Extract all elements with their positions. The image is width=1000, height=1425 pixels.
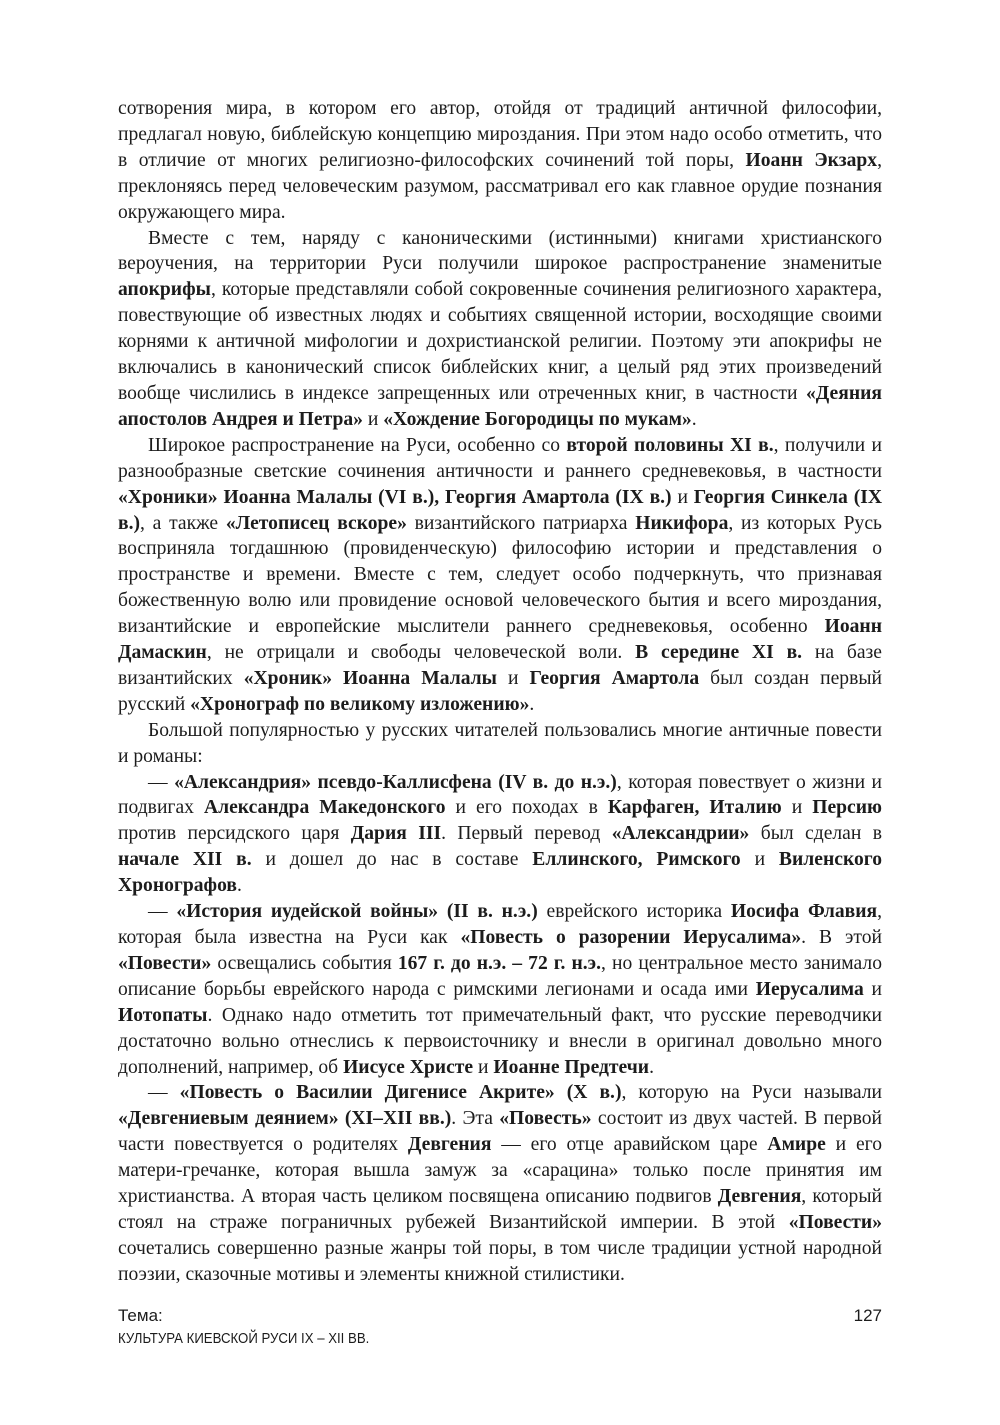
text-run: . bbox=[236, 875, 242, 897]
paragraph bbox=[118, 1080, 882, 1287]
bold-term: Амире bbox=[767, 1134, 826, 1156]
text-run: и bbox=[362, 408, 384, 430]
bold-term: начале XII в. bbox=[118, 849, 252, 871]
text-run: и bbox=[671, 486, 694, 508]
text-run: сотворения мира, в котором его автор, отойдя от традиций античной философии, предлагал новую, библейскую концепцию мироздания. При этом надо особо отметить, что в отличие от многих религиозно-философских сочинений той поры, bbox=[118, 98, 882, 171]
bold-term: «Повесть о разорении Иерусалима» bbox=[460, 927, 802, 948]
paragraph bbox=[118, 96, 882, 226]
text-run: — bbox=[148, 771, 175, 793]
text-run: и bbox=[863, 978, 882, 1000]
text-run: . bbox=[691, 408, 697, 430]
text-run: Вместе с тем, наряду с каноническими (истинными) книгами христианского вероучения, на территории Руси получили широкое распространение знаменитые bbox=[118, 227, 882, 275]
text-run: . Первый перевод bbox=[441, 823, 612, 845]
text-run: . bbox=[529, 693, 535, 715]
text-run: , но центральное место занимало описание борьбы еврейского народа с римскими легионами и осада ими bbox=[118, 952, 882, 1000]
text-run: . bbox=[649, 1056, 654, 1078]
bold-term: Еллинского, Римского bbox=[532, 849, 741, 871]
bold-term: Дария III bbox=[350, 823, 442, 845]
text-run: Широкое распространение на Руси, особенно со bbox=[148, 434, 567, 456]
text-run: , получили и разнообразные светские сочинения античности и раннего средневековья, в частности bbox=[118, 434, 882, 482]
text-run: еврейского историка bbox=[537, 901, 731, 923]
bold-term: «Хождение Богородицы по мукам» bbox=[383, 408, 692, 430]
bold-term: «Повести» bbox=[788, 1211, 882, 1233]
text-run: — его отце аравийском царе bbox=[491, 1134, 768, 1156]
body-text bbox=[118, 96, 882, 1288]
text-run: был сделан в bbox=[749, 823, 882, 845]
page-number: 127 bbox=[853, 1306, 882, 1325]
bold-term: «Повесть о Василии Дигенисе Акрите» (X в.) bbox=[179, 1082, 622, 1104]
bold-term: Девгения bbox=[407, 1134, 492, 1156]
bold-term: 167 г. до н.э. – 72 г. н.э. bbox=[397, 952, 602, 974]
bold-term: «Повесть» bbox=[499, 1108, 592, 1130]
bold-term: Иоанн Дамаскин bbox=[118, 616, 882, 664]
text-run: и его матери-гречанке, которая вышла замуж за «сарацина» только после принятия им христианства. А вторая часть целиком посвящена описанию подвигов bbox=[118, 1134, 882, 1208]
text-run: византийского патриарха bbox=[406, 512, 636, 534]
text-run: , преклоняясь перед человеческим разумом, рассматривал его как главное орудие познания окружающего мира. bbox=[118, 149, 882, 223]
text-run: , которая была известна на Руси как bbox=[118, 901, 882, 948]
bold-term: Персию bbox=[812, 797, 882, 819]
bold-term: Карфаген, Италию bbox=[607, 797, 782, 819]
bold-term: «История иудейской войны» (II в. н.э.) bbox=[176, 901, 538, 923]
text-run: , из которых Русь восприняла тогдашнюю (провиденческую) философию истории и представления о пространстве и времени. Вместе с тем, следует особо подчеркнуть, что признавая божественную волю или провидение основой человеческого бытия и всего мироздания, византийские и европейские мыслители раннего средневековья, особенно bbox=[118, 512, 882, 638]
text-run: освещались события bbox=[211, 952, 398, 974]
bold-term: «Летописец вскоре» bbox=[225, 512, 407, 534]
text-run: и дошел до нас в составе bbox=[251, 849, 533, 871]
bold-term: Девгения bbox=[717, 1186, 802, 1208]
bold-term: апокрифы bbox=[118, 279, 211, 301]
text-run: был создан первый русский bbox=[118, 667, 882, 715]
bold-term: «Хроник» Иоанна Малалы bbox=[243, 667, 497, 689]
bold-term: Иоанн Экзарх bbox=[745, 149, 878, 171]
bold-term: второй половины XI в. bbox=[566, 434, 774, 456]
paragraph bbox=[118, 433, 882, 718]
bold-term: Иерусалима bbox=[755, 978, 864, 1000]
bold-term: Иоанне Предтечи bbox=[493, 1056, 650, 1078]
text-run: и bbox=[496, 667, 530, 689]
bold-term: Иосифа Флавия bbox=[730, 901, 878, 923]
text-run: , а также bbox=[140, 512, 226, 534]
footer-topic-title: КУЛЬТУРА КИЕВСКОЙ РУСИ IX – XII ВВ. bbox=[118, 1330, 370, 1347]
text-run: , не отрицали и свободы человеческой воли. bbox=[206, 642, 636, 664]
bold-term: Александра Македонского bbox=[203, 797, 446, 819]
text-run: . В этой bbox=[801, 927, 883, 948]
text-run: и bbox=[740, 849, 779, 871]
paragraph bbox=[118, 226, 882, 433]
text-run: , которую на Руси называли bbox=[621, 1082, 882, 1104]
paragraph bbox=[118, 770, 882, 900]
bold-term: Георгия Синкела (IX в.) bbox=[118, 486, 882, 534]
bold-term: «Девгениевым деянием» (XI–XII вв.) bbox=[118, 1108, 452, 1130]
bold-term: Иотопаты bbox=[118, 1004, 208, 1026]
text-run: и его походах в bbox=[445, 797, 608, 819]
bold-term: «Повести» bbox=[118, 952, 212, 974]
bold-term: «Хронограф по великому изложению» bbox=[190, 693, 530, 715]
text-run: Большой популярностью у русских читателей пользовались многие античные повести и романы: bbox=[118, 719, 882, 767]
bold-term: «Деяния апостолов Андрея и Петра» bbox=[118, 382, 882, 430]
bold-term: Георгия Амартола bbox=[529, 667, 700, 689]
text-run: и bbox=[781, 797, 813, 819]
paragraph bbox=[118, 718, 882, 770]
text-run: сочетались совершенно разные жанры той поры, в том числе традиции устной народной поэзии, сказочные мотивы и элементы книжной стилистики. bbox=[118, 1237, 882, 1285]
footer-topic-label: Тема: bbox=[118, 1306, 163, 1325]
text-run: , который стоял на страже пограничных рубежей Византийской империи. В этой bbox=[118, 1186, 882, 1233]
paragraph bbox=[118, 899, 882, 1080]
text-run: и bbox=[473, 1056, 494, 1078]
text-run: . Эта bbox=[451, 1108, 500, 1130]
text-run: на базе византийских bbox=[118, 642, 882, 689]
bold-term: Иисусе Христе bbox=[343, 1056, 474, 1078]
bold-term: «Александрия» псевдо-Каллисфена (IV в. до н.э.) bbox=[174, 771, 617, 793]
bold-term: «Хроники» Иоанна Малалы (VI в.), Георгия Амартола (IX в.) bbox=[118, 486, 672, 508]
text-run: , которые представляли собой сокровенные сочинения религиозного характера, повествующие об известных людях и событиях священной истории, восходящие своими корнями к античной мифологии и дохристианской религии. Поэтому эти апокрифы не включались в канонический список библейских книг, а целый ряд этих произведений вообще числились в индексе запрещенных или отреченных книг, в частности bbox=[118, 279, 882, 404]
bold-term: В середине XI в. bbox=[635, 642, 803, 664]
text-run: состоит из двух частей. В первой части повествуется о родителях bbox=[118, 1108, 882, 1156]
text-run: против персидского царя bbox=[118, 823, 351, 845]
bold-term: «Александрии» bbox=[611, 823, 750, 845]
text-run: , которая повествует о жизни и подвигах bbox=[118, 771, 883, 819]
bold-term: Никифора bbox=[635, 512, 729, 534]
bold-term: Виленского Хронографов bbox=[118, 849, 882, 897]
text-run: — bbox=[148, 1082, 180, 1104]
text-run: . Однако надо отметить тот примечательный факт, что русские переводчики достаточно вольно отнеслись к первоисточнику и внесли в оригинал довольно много дополнений, например, об bbox=[118, 1004, 882, 1078]
text-run: — bbox=[148, 901, 177, 923]
